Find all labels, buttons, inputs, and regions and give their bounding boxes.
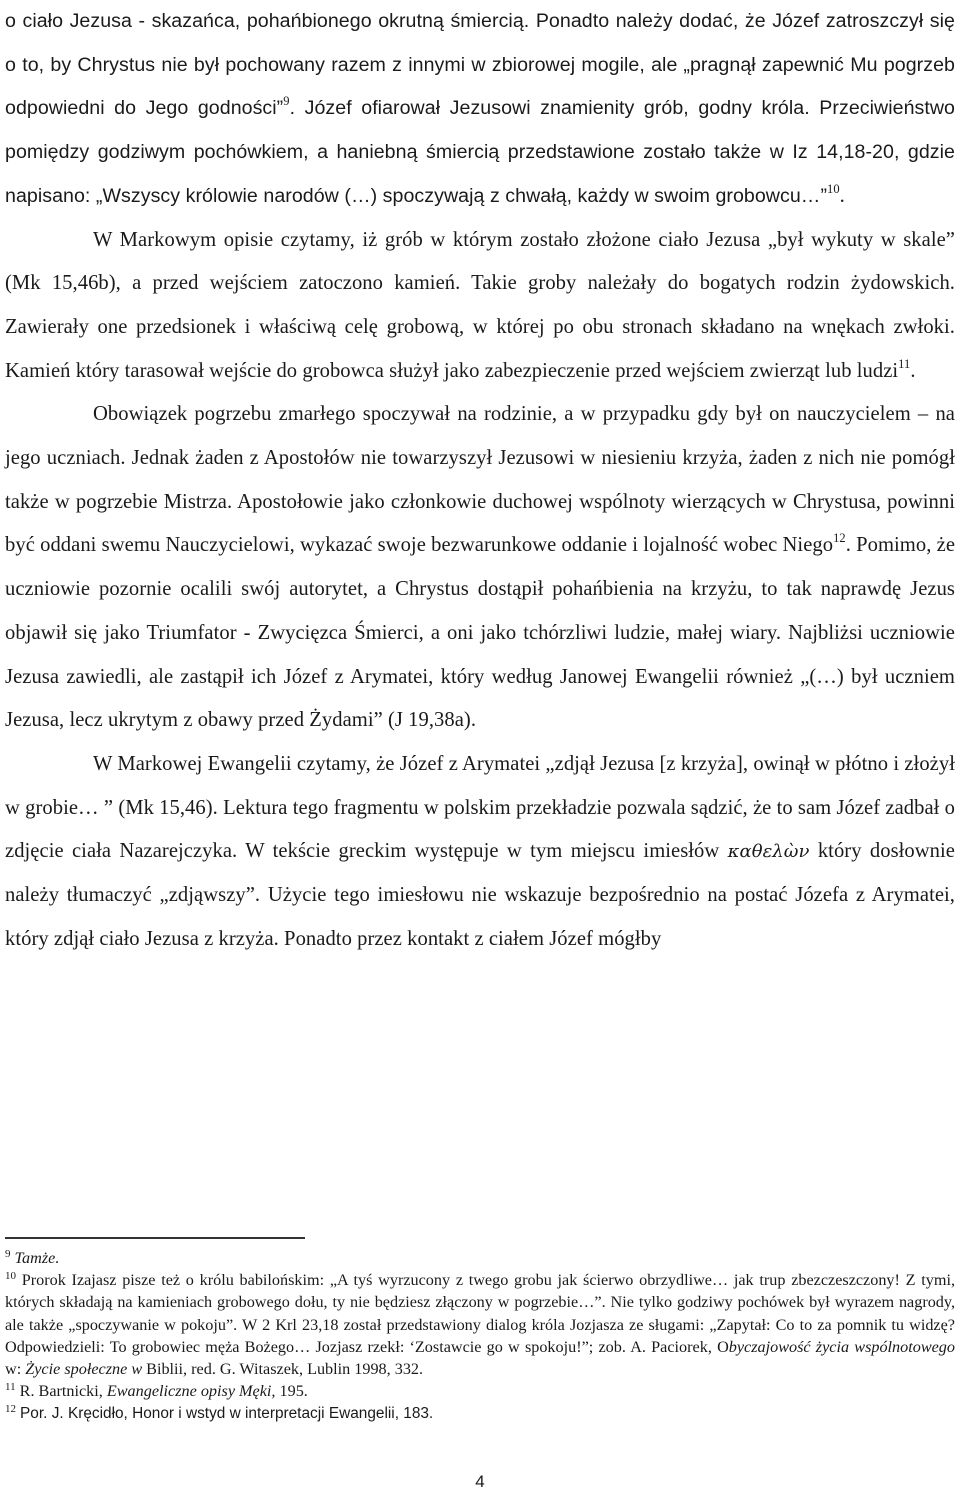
- footnote-10-w: w:: [5, 1360, 26, 1379]
- footnote-11-end: 195.: [275, 1382, 308, 1401]
- paragraph-4-part-a: W Markowej Ewangelii czytamy, że Józef z Arymatei „zdjął Jezusa [z krzyża], owinął w płótno i złożył w grobie… ” (Mk 15,46). Lektura tego fragmentu w polskim przekładzie pozwala sądzić, że to sam Józef zadbał o zdjęcie ciała Nazarejczyka. W tekście greckim występuje w tym miejscu imiesłów: [5, 752, 955, 863]
- main-text: [5, 0, 955, 961]
- paragraph-1: [5, 0, 955, 219]
- paragraph-3-part-a: Obowiązek pogrzebu zmarłego spoczywał na rodzinie, a w przypadku gdy był on nauczycielem – na jego uczniach. Jednak żaden z Apostołów nie towarzyszył Jezusowi w niesieniu krzyża, żaden z nich nie pomógł także w pogrzebie Mistrza. Apostołowie jako członkowie duchowej wspólnoty wierzących w Chrystusa, powinni być oddani swemu Nauczycielowi, wykazać swoje bezwarunkowe oddanie i lojalność wobec Niego: [5, 403, 955, 557]
- footnote-11-number: 11: [5, 1381, 16, 1394]
- footnote-10-italic-2: Życie społeczne w: [25, 1360, 143, 1379]
- footnote-10-end: Biblii, red. G. Witaszek, Lublin 1998, 332.: [142, 1360, 424, 1379]
- footnote-10-italic: byczajowość życia wspólnotowego: [728, 1337, 955, 1356]
- footnote-9-text: Tamże.: [14, 1249, 60, 1267]
- paragraph-1-part-d: Przeciwieństwo pomiędzy godziwym pochówkiem, a haniebną śmiercią przedstawione zostało także w Iz 14,18-20, gdzie napisano: „Wszyscy królowie narodów (…) spoczywają z chwałą, każdy w swoim grobowcu…”: [5, 97, 956, 207]
- footnote-11: [5, 1380, 955, 1402]
- page-number: 4: [475, 1472, 485, 1491]
- footnote-10: [5, 1269, 955, 1380]
- footnotes: [5, 1247, 955, 1426]
- footnote-ref-11: 11: [898, 356, 911, 371]
- footnote-9-number: 9: [5, 1248, 11, 1260]
- paragraph-3: [5, 393, 955, 743]
- paragraph-1-part-c: . Józef ofiarował Jezusowi znamienity grób, godny króla.: [289, 97, 810, 120]
- footnote-separator: [5, 1237, 305, 1239]
- footnote-12-text: Por. J. Kręcidło, Honor i wstyd w interpretacji Ewangelii, 183.: [20, 1405, 434, 1423]
- paragraph-2-text: W Markowym opisie czytamy, iż grób w którym zostało złożone ciało Jezusa „był wykuty w skale” (Mk 15,46b), a przed wejściem zatoczono kamień. Takie groby należały do bogatych rodzin żydowskich. Zawierały one przedsionek i właściwą celę grobową, w której po obu stronach składano na wnękach zwłoki. Kamień który tarasował wejście do grobowca służył jako zabezpieczenie przed wejściem zwierząt lub ludzi: [5, 228, 955, 382]
- greek-word: καθελὼν: [727, 841, 810, 863]
- footnote-12-number: 12: [5, 1403, 16, 1416]
- footnote-11-text: R. Bartnicki,: [19, 1382, 107, 1401]
- paragraph-3-part-b: . Pomimo, że uczniowie pozornie ocalili swój autorytet, a Chrystus dostąpił pohańbienia na krzyżu, to tak naprawdę Jezus objawił się jako Triumfator - Zwycięzca Śmierci, a oni jako tchórzliwi ludzie, małej wiary. Najbliżsi uczniowie Jezusa zawiedli, ale zastąpił ich Józef z Arymatei, który według Janowej Ewangelii również „(…) był uczniem Jezusa, lecz ukrytym z obawy przed Żydami” (J 19,38a).: [5, 534, 956, 732]
- footnote-ref-9: 9: [283, 94, 290, 109]
- paragraph-4-part-b: który dosłownie należy tłumaczyć „zdjąwszy”. Użycie tego imiesłowu nie wskazuje bezpośrednio na postać Józefa z Arymatei, który zdjął ciało Jezusa z krzyża. Ponadto przez kontakt z ciałem Józef mógłby: [5, 840, 955, 950]
- footnote-11-italic: Ewangeliczne opisy Męki,: [106, 1382, 276, 1401]
- footnote-ref-12: 12: [833, 531, 846, 546]
- paragraph-1-quote: „pragnął zapewnić Mu pogrzeb odpowiedni do Jego godności”: [5, 53, 955, 120]
- paragraph-1-end: .: [839, 184, 845, 207]
- footnote-9: [5, 1247, 955, 1269]
- footnote-12: [5, 1402, 955, 1425]
- paragraph-2-end: .: [910, 359, 916, 382]
- footnote-ref-10: 10: [827, 181, 840, 196]
- footnote-10-text: Prorok Izajasz pisze też o królu babilońskim: „A tyś wyrzucony z twego grobu jak ścierwo obrzydliwe… jak trup zbezczeszczony! Z tymi, których składają na kamieniach grobowego dołu, ty nie będziesz złączony w pogrzebie…”. Nie tylko godziwy pochówek był wyrazem nagrody, ale także „spoczywanie w pokoju”. W 2 Krl 23,18 został przedstawiony dialog króla Jozjasza ze sługami: „Zapytał: Co to za pomnik tu widzę? Odpowiedzieli: To grobowiec męża Bożego… Jozjasz rzekł: ‘Zostawcie go w spokoju!”; zob. A. Paciorek, O: [5, 1271, 956, 1356]
- footnote-10-number: 10: [5, 1270, 16, 1283]
- paragraph-4: [5, 743, 955, 962]
- paragraph-1-part-a: o ciało Jezusa - skazańca, pohańbionego okrutną śmiercią. Ponadto należy dodać, że Józef zatroszczył się o to, by Chrystus nie był pochowany razem z innymi w zbiorowej mogile, ale: [5, 10, 955, 76]
- paragraph-2: [5, 219, 955, 394]
